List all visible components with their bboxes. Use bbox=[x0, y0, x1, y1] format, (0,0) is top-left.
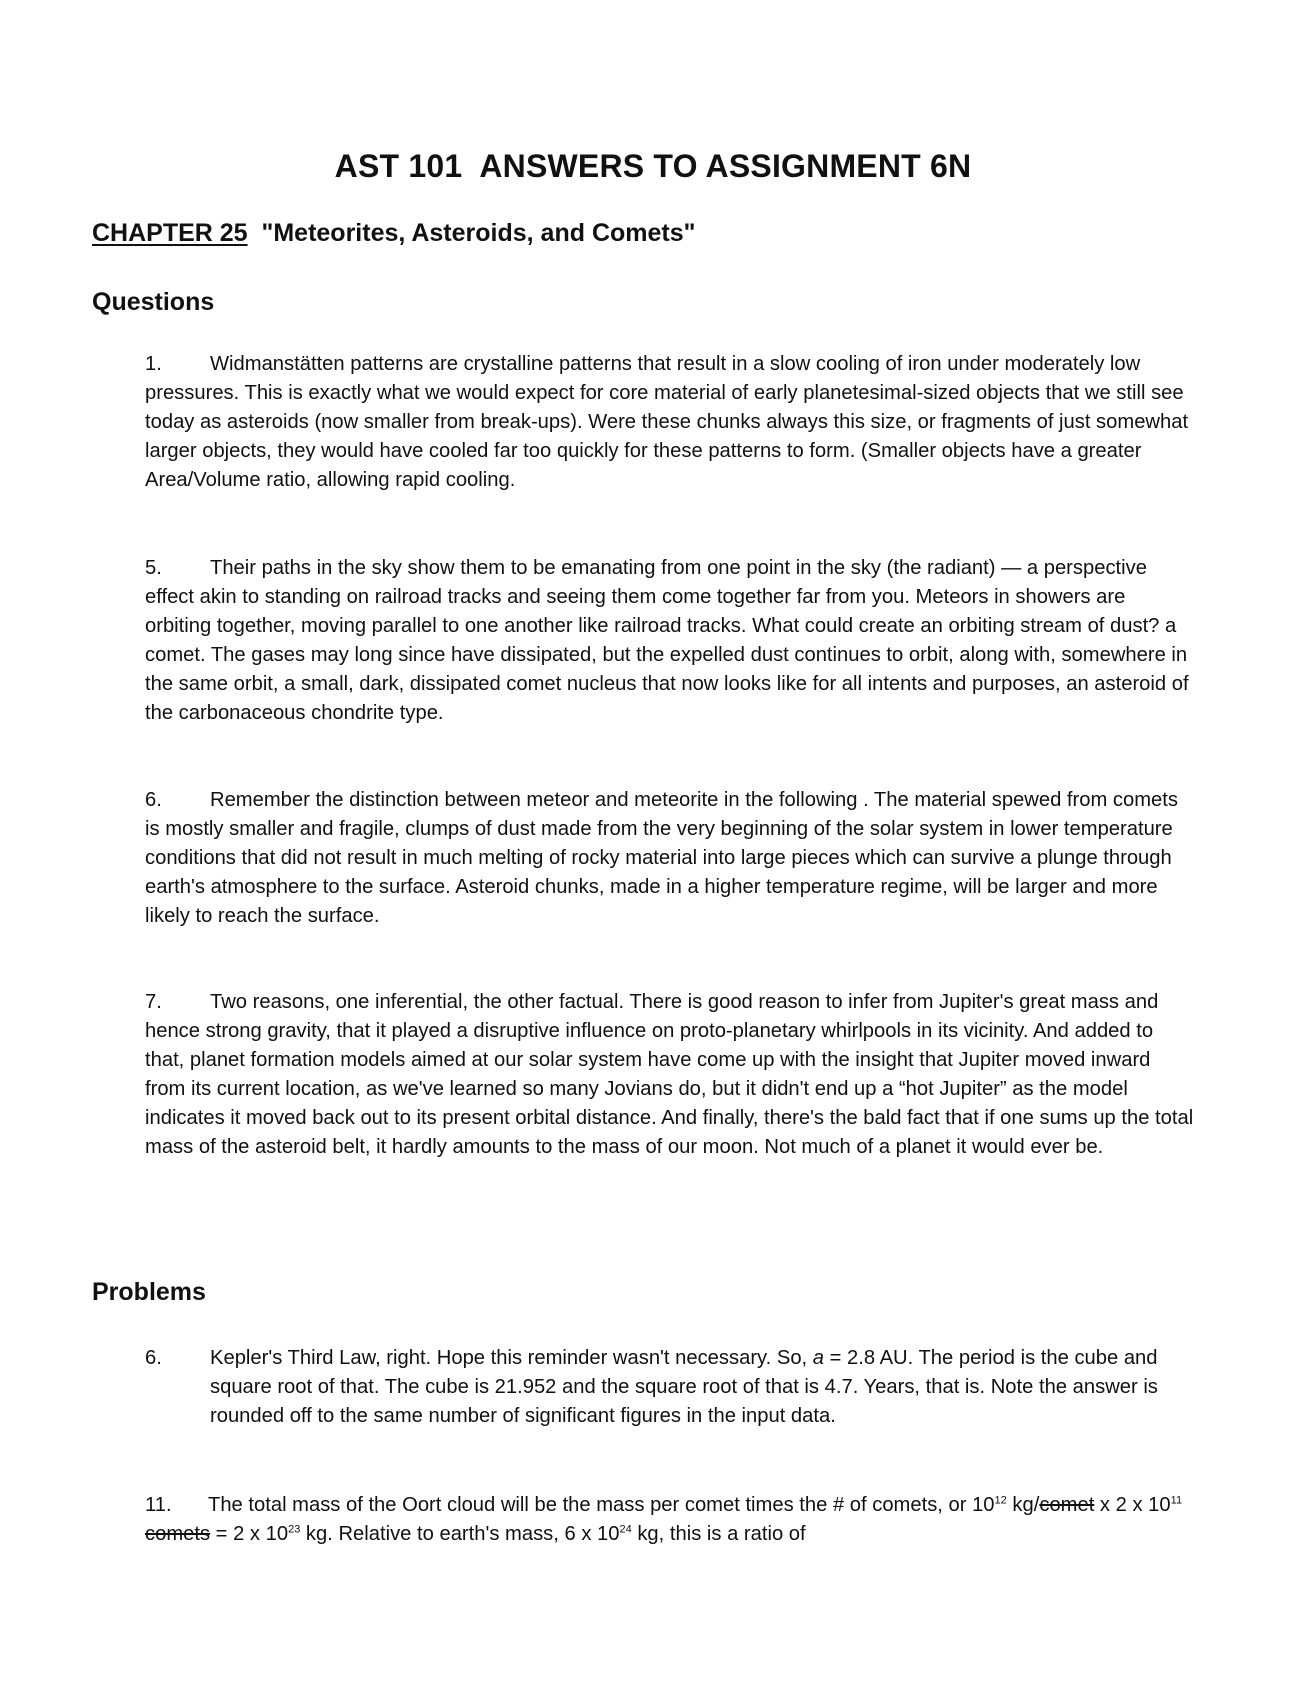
answer-text-after: = 2.8 AU. The period is the cube and square root of that. The cube is 21.952 and the square root of that is 4.7. Years, that is. Note the answer is rounded off to the same number of significant figures in the input data. bbox=[210, 1347, 1158, 1427]
answer-number: 6. bbox=[145, 1347, 162, 1369]
cancelled-unit: comets bbox=[145, 1523, 211, 1545]
exponent: 24 bbox=[619, 1523, 632, 1536]
chapter-name: "Meteorites, Asteroids, and Comets" bbox=[261, 219, 696, 247]
text-segment: x 2 x 10 bbox=[1094, 1494, 1171, 1516]
exponent: 12 bbox=[994, 1494, 1007, 1507]
questions-heading: Questions bbox=[92, 288, 215, 316]
answer-text: Widmanstätten patterns are crystalline patterns that result in a slow cooling of iron under moderately low pressures. This is exactly what we would expect for core material of early planetesimal-sized objects that we still see today as asteroids (now smaller from break-ups). Were these chunks always this size, or fragments of just somewhat larger objects, they would have cooled far too quickly for these patterns to form. (Smaller objects have a greater Area/Volume ratio, allowing rapid cooling. bbox=[145, 353, 1189, 491]
question-answer-7 bbox=[145, 988, 1195, 1162]
chapter-number: CHAPTER 25 bbox=[92, 219, 248, 247]
answer-text-before: Kepler's Third Law, right. Hope this reminder wasn't necessary. So, bbox=[210, 1347, 813, 1369]
variable-a: a bbox=[812, 1347, 824, 1369]
cancelled-unit: comet bbox=[1039, 1494, 1095, 1516]
page-title: AST 101 ANSWERS TO ASSIGNMENT 6N bbox=[334, 148, 972, 184]
answer-text: Their paths in the sky show them to be emanating from one point in the sky (the radiant) — a perspective effect akin to standing on railroad tracks and seeing them come together far from you. Meteors in showers are orbiting together, moving parallel to one another like railroad tracks. What could create an orbiting stream of dust? a comet. The gases may long since have dissipated, but the expelled dust continues to orbit, along with, somewhere in the same orbit, a small, dark, dissipated comet nucleus that now looks like for all intents and purposes, an asteroid of the carbonaceous chondrite type. bbox=[145, 557, 1189, 724]
text-segment: kg. Relative to earth's mass, 6 x 10 bbox=[300, 1523, 620, 1545]
text-segment: kg, this is a ratio of bbox=[631, 1523, 806, 1545]
chapter-heading bbox=[92, 219, 695, 248]
answer-number: 1. bbox=[145, 353, 162, 375]
answer-text: Two reasons, one inferential, the other factual. There is good reason to infer from Jupiter's great mass and hence strong gravity, that it played a disruptive influence on proto-planetary whirlpools in its vicinity. And added to that, planet formation models aimed at our solar system have come up with the insight that Jupiter moved inward from its current location, as we've learned so many Jovians do, but it didn't end up a “hot Jupiter” as the model indicates it moved back out to its present orbital distance. And finally, there's the bald fact that if one sums up the total mass of the asteroid belt, it hardly amounts to the mass of our moon. Not much of a planet it would ever be. bbox=[145, 991, 1194, 1158]
answer-text: Remember the distinction between meteor and meteorite in the following . The material spewed from comets is mostly smaller and fragile, clumps of dust made from the very beginning of the solar system in lower temperature conditions that did not result in much melting of rocky material into large pieces which can survive a plunge through earth's atmosphere to the surface. Asteroid chunks, made in a higher temperature regime, will be larger and more likely to reach the surface. bbox=[145, 789, 1178, 927]
text-segment: The total mass of the Oort cloud will be the mass per comet times the # of comets, or 10 bbox=[208, 1494, 995, 1516]
answer-number: 11. bbox=[145, 1494, 172, 1516]
text-segment: = 2 x 10 bbox=[210, 1523, 289, 1545]
question-answer-6 bbox=[145, 786, 1195, 931]
question-answer-1 bbox=[145, 350, 1195, 495]
problem-answer-11 bbox=[145, 1491, 1195, 1549]
problems-heading: Problems bbox=[92, 1278, 206, 1306]
exponent: 11 bbox=[1170, 1494, 1183, 1507]
answer-number: 5. bbox=[145, 557, 162, 579]
problem-answer-6 bbox=[145, 1344, 1195, 1431]
question-answer-5 bbox=[145, 554, 1195, 728]
answer-number: 7. bbox=[145, 991, 162, 1013]
answer-number: 6. bbox=[145, 789, 162, 811]
exponent: 23 bbox=[288, 1523, 301, 1536]
text-segment: kg/ bbox=[1006, 1494, 1040, 1516]
